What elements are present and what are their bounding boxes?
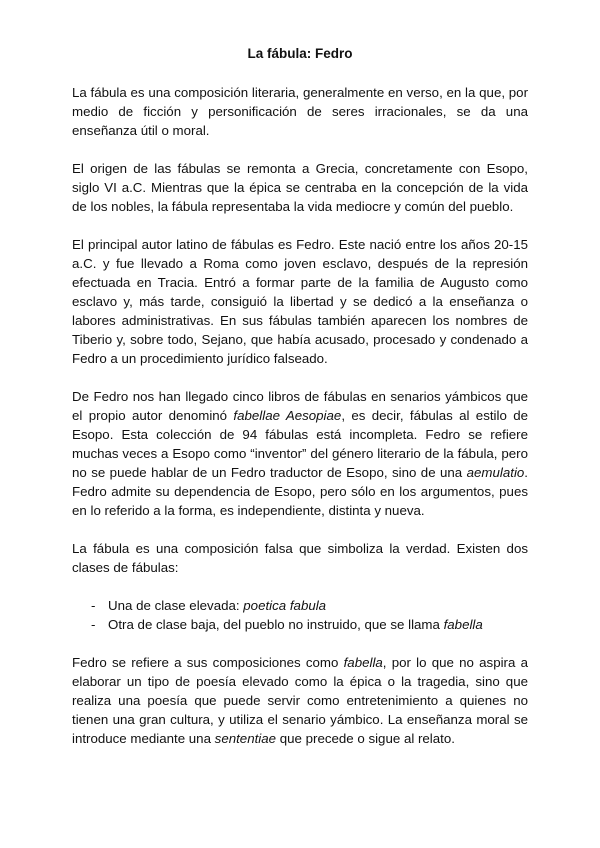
- paragraph-text: que precede o sigue al relato.: [276, 731, 455, 746]
- latin-term: poetica fabula: [243, 598, 327, 613]
- list-item: [72, 596, 528, 615]
- paragraph-text: El origen de las fábulas se remonta a Grecia, concretamente con Esopo, siglo VI a.C. Mientras que la épica se centraba en la concepción de la vida de los nobles, la fábula representaba la vida mediocre y común del pueblo.: [72, 161, 528, 214]
- latin-term: sententiae: [214, 731, 277, 746]
- latin-term: fabella: [343, 655, 383, 670]
- paragraph-fedro-works: [72, 387, 528, 520]
- document-page: [72, 44, 528, 767]
- list-item-text: Una de clase elevada:: [108, 598, 244, 613]
- paragraph-text: Fedro se refiere a sus composiciones como: [72, 655, 344, 670]
- dash-bullet: -: [91, 598, 96, 613]
- document-title: La fábula: Fedro: [247, 46, 353, 61]
- latin-term: fabella: [443, 617, 483, 632]
- paragraph-text: La fábula es una composición literaria, generalmente en verso, en la que, por medio de ficción y personificación de seres irracionales, se da una enseñanza útil o moral.: [72, 85, 528, 138]
- paragraph-fable-classes: [72, 539, 528, 577]
- latin-term: aemulatio: [466, 465, 525, 480]
- latin-term: fabellae Aesopiae: [233, 408, 342, 423]
- paragraph-origin: [72, 159, 528, 216]
- paragraph-text: . Fedro admite su dependencia de Esopo, pero sólo en los argumentos, pues en lo referido a la forma, es independiente, distinta y nueva.: [72, 465, 528, 518]
- paragraph-text: , es decir, fábulas al estilo de Esopo. Esta colección de 94 fábulas está incompleta. Fedro se refiere muchas veces a Esopo como “inventor” del género literario de la fábula, pero no se puede hablar de un Fedro traductor de Esopo, sino de una: [72, 408, 528, 480]
- paragraph-closing: [72, 653, 528, 748]
- list-item-text: Otra de clase baja, del pueblo no instruido, que se llama: [108, 617, 444, 632]
- paragraph-text: La fábula es una composición falsa que simboliza la verdad. Existen dos clases de fábulas:: [72, 541, 528, 575]
- paragraph-text: , por lo que no aspira a elaborar un tipo de poesía elevado como la épica o la tragedia, sino que realiza una poesía que puede servir como entretenimiento a quienes no tienen una gran cultura, y utiliza el senario yámbico. La enseñanza moral se introduce mediante una: [72, 655, 528, 746]
- dash-bullet: -: [91, 617, 96, 632]
- paragraph-text: De Fedro nos han llegado cinco libros de fábulas en senarios yámbicos que el propio autor denominó: [72, 389, 528, 423]
- paragraph-fedro-biography: [72, 235, 528, 368]
- paragraph-definition: [72, 83, 528, 140]
- list-item: [72, 615, 528, 634]
- paragraph-text: El principal autor latino de fábulas es Fedro. Este nació entre los años 20-15 a.C. y fue llevado a Roma como joven esclavo, después de la represión efectuada en Tracia. Entró a formar parte de la familia de Augusto como esclavo y, más tarde, consiguió la libertad y se dedicó a la enseñanza o labores administrativas. En sus fábulas también aparecen los nombres de Tiberio y, sobre todo, Sejano, que había acusado, procesado y condenado a Fedro a un procedimiento jurídico falseado.: [72, 237, 528, 366]
- fable-classes-list: [72, 596, 528, 634]
